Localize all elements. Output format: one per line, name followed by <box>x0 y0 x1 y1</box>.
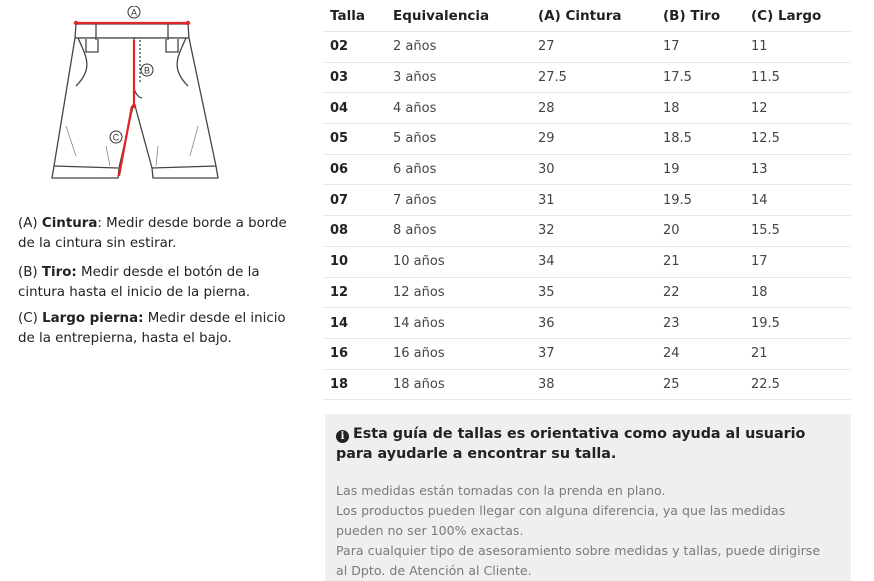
header-equivalencia: Equivalencia <box>386 0 531 32</box>
cell-largo: 17 <box>744 246 851 277</box>
table-header-row <box>323 0 851 32</box>
cell-cintura: 28 <box>531 93 656 124</box>
cell-cintura: 27 <box>531 32 656 63</box>
cell-talla: 12 <box>323 277 386 308</box>
size-guide-note <box>325 414 851 581</box>
table-row <box>323 277 851 308</box>
cell-largo: 12.5 <box>744 124 851 155</box>
cell-equivalencia: 6 años <box>386 154 531 185</box>
cell-largo: 22.5 <box>744 369 851 400</box>
header-tiro: (B) Tiro <box>656 0 744 32</box>
cell-largo: 21 <box>744 338 851 369</box>
cell-largo: 11 <box>744 32 851 63</box>
table-row <box>323 124 851 155</box>
cell-talla: 16 <box>323 338 386 369</box>
cell-tiro: 18.5 <box>656 124 744 155</box>
cell-tiro: 24 <box>656 338 744 369</box>
header-talla: Talla <box>323 0 386 32</box>
table-row <box>323 369 851 400</box>
cell-tiro: 25 <box>656 369 744 400</box>
cell-cintura: 32 <box>531 216 656 247</box>
cell-tiro: 22 <box>656 277 744 308</box>
cell-talla: 18 <box>323 369 386 400</box>
cell-largo: 14 <box>744 185 851 216</box>
cell-talla: 07 <box>323 185 386 216</box>
table-row <box>323 154 851 185</box>
info-icon: i <box>336 430 349 443</box>
cell-cintura: 34 <box>531 246 656 277</box>
note-line: Para cualquier tipo de asesoramiento sobre medidas y tallas, puede dirigirse <box>336 543 821 558</box>
cell-largo: 19.5 <box>744 308 851 339</box>
cell-equivalencia: 3 años <box>386 62 531 93</box>
description-term: Cintura <box>41 216 98 231</box>
cell-cintura: 29 <box>531 124 656 155</box>
cell-cintura: 35 <box>531 277 656 308</box>
description-prefix: (C) <box>18 311 43 326</box>
description-largo <box>18 309 288 348</box>
cell-equivalencia: 12 años <box>386 277 531 308</box>
table-row <box>323 246 851 277</box>
cell-tiro: 21 <box>656 246 744 277</box>
note-line: pueden no ser 100% exactas. <box>336 523 524 538</box>
cell-equivalencia: 8 años <box>386 216 531 247</box>
cell-tiro: 17 <box>656 32 744 63</box>
cell-talla: 05 <box>323 124 386 155</box>
cell-equivalencia: 16 años <box>386 338 531 369</box>
note-line: Las medidas están tomadas con la prenda en plano. <box>336 483 666 498</box>
cell-equivalencia: 14 años <box>386 308 531 339</box>
shorts-diagram <box>46 6 226 184</box>
cell-equivalencia: 5 años <box>386 124 531 155</box>
cell-equivalencia: 10 años <box>386 246 531 277</box>
cell-cintura: 37 <box>531 338 656 369</box>
cell-largo: 13 <box>744 154 851 185</box>
note-line: al Dpto. de Atención al Cliente. <box>336 563 532 578</box>
cell-tiro: 23 <box>656 308 744 339</box>
table-row <box>323 93 851 124</box>
cell-cintura: 27.5 <box>531 62 656 93</box>
table-row <box>323 32 851 63</box>
description-prefix: (B) <box>18 265 42 280</box>
header-largo: (C) Largo <box>744 0 851 32</box>
label-c: C <box>112 132 120 143</box>
size-table <box>323 0 851 400</box>
description-term: Largo pierna: <box>42 311 144 326</box>
measurement-guide <box>0 0 300 581</box>
header-cintura: (A) Cintura <box>531 0 656 32</box>
cell-talla: 04 <box>323 93 386 124</box>
cell-tiro: 18 <box>656 93 744 124</box>
cell-tiro: 19.5 <box>656 185 744 216</box>
description-term: Tiro: <box>41 265 77 280</box>
cell-cintura: 36 <box>531 308 656 339</box>
table-row <box>323 62 851 93</box>
cell-largo: 15.5 <box>744 216 851 247</box>
description-text: Medir desde el inicio de la entrepierna, hasta el bajo. <box>18 311 286 346</box>
cell-talla: 08 <box>323 216 386 247</box>
note-title-text: Esta guía de tallas es orientativa como ayuda al usuario para ayudarle a encontrar su talla. <box>336 426 806 462</box>
cell-equivalencia: 2 años <box>386 32 531 63</box>
cell-tiro: 20 <box>656 216 744 247</box>
cell-largo: 18 <box>744 277 851 308</box>
cell-cintura: 30 <box>531 154 656 185</box>
cell-tiro: 19 <box>656 154 744 185</box>
cell-equivalencia: 18 años <box>386 369 531 400</box>
description-tiro <box>18 263 288 302</box>
cell-talla: 02 <box>323 32 386 63</box>
description-text: : Medir desde borde a borde de la cintura sin estirar. <box>18 216 287 251</box>
cell-largo: 11.5 <box>744 62 851 93</box>
table-row <box>323 185 851 216</box>
cell-talla: 10 <box>323 246 386 277</box>
note-line: Los productos pueden llegar con alguna diferencia, ya que las medidas <box>336 503 786 518</box>
label-a: A <box>130 7 138 18</box>
description-cintura <box>18 214 288 253</box>
description-prefix: (A) <box>18 216 42 231</box>
cell-talla: 06 <box>323 154 386 185</box>
note-title <box>336 424 836 464</box>
cell-equivalencia: 4 años <box>386 93 531 124</box>
cell-cintura: 31 <box>531 185 656 216</box>
cell-talla: 03 <box>323 62 386 93</box>
cell-talla: 14 <box>323 308 386 339</box>
cell-equivalencia: 7 años <box>386 185 531 216</box>
table-row <box>323 338 851 369</box>
table-row <box>323 308 851 339</box>
cell-cintura: 38 <box>531 369 656 400</box>
cell-tiro: 17.5 <box>656 62 744 93</box>
label-b: B <box>143 65 151 76</box>
note-body <box>336 481 841 581</box>
description-text: Medir desde el botón de la cintura hasta el inicio de la pierna. <box>18 265 260 300</box>
cell-largo: 12 <box>744 93 851 124</box>
table-row <box>323 216 851 247</box>
